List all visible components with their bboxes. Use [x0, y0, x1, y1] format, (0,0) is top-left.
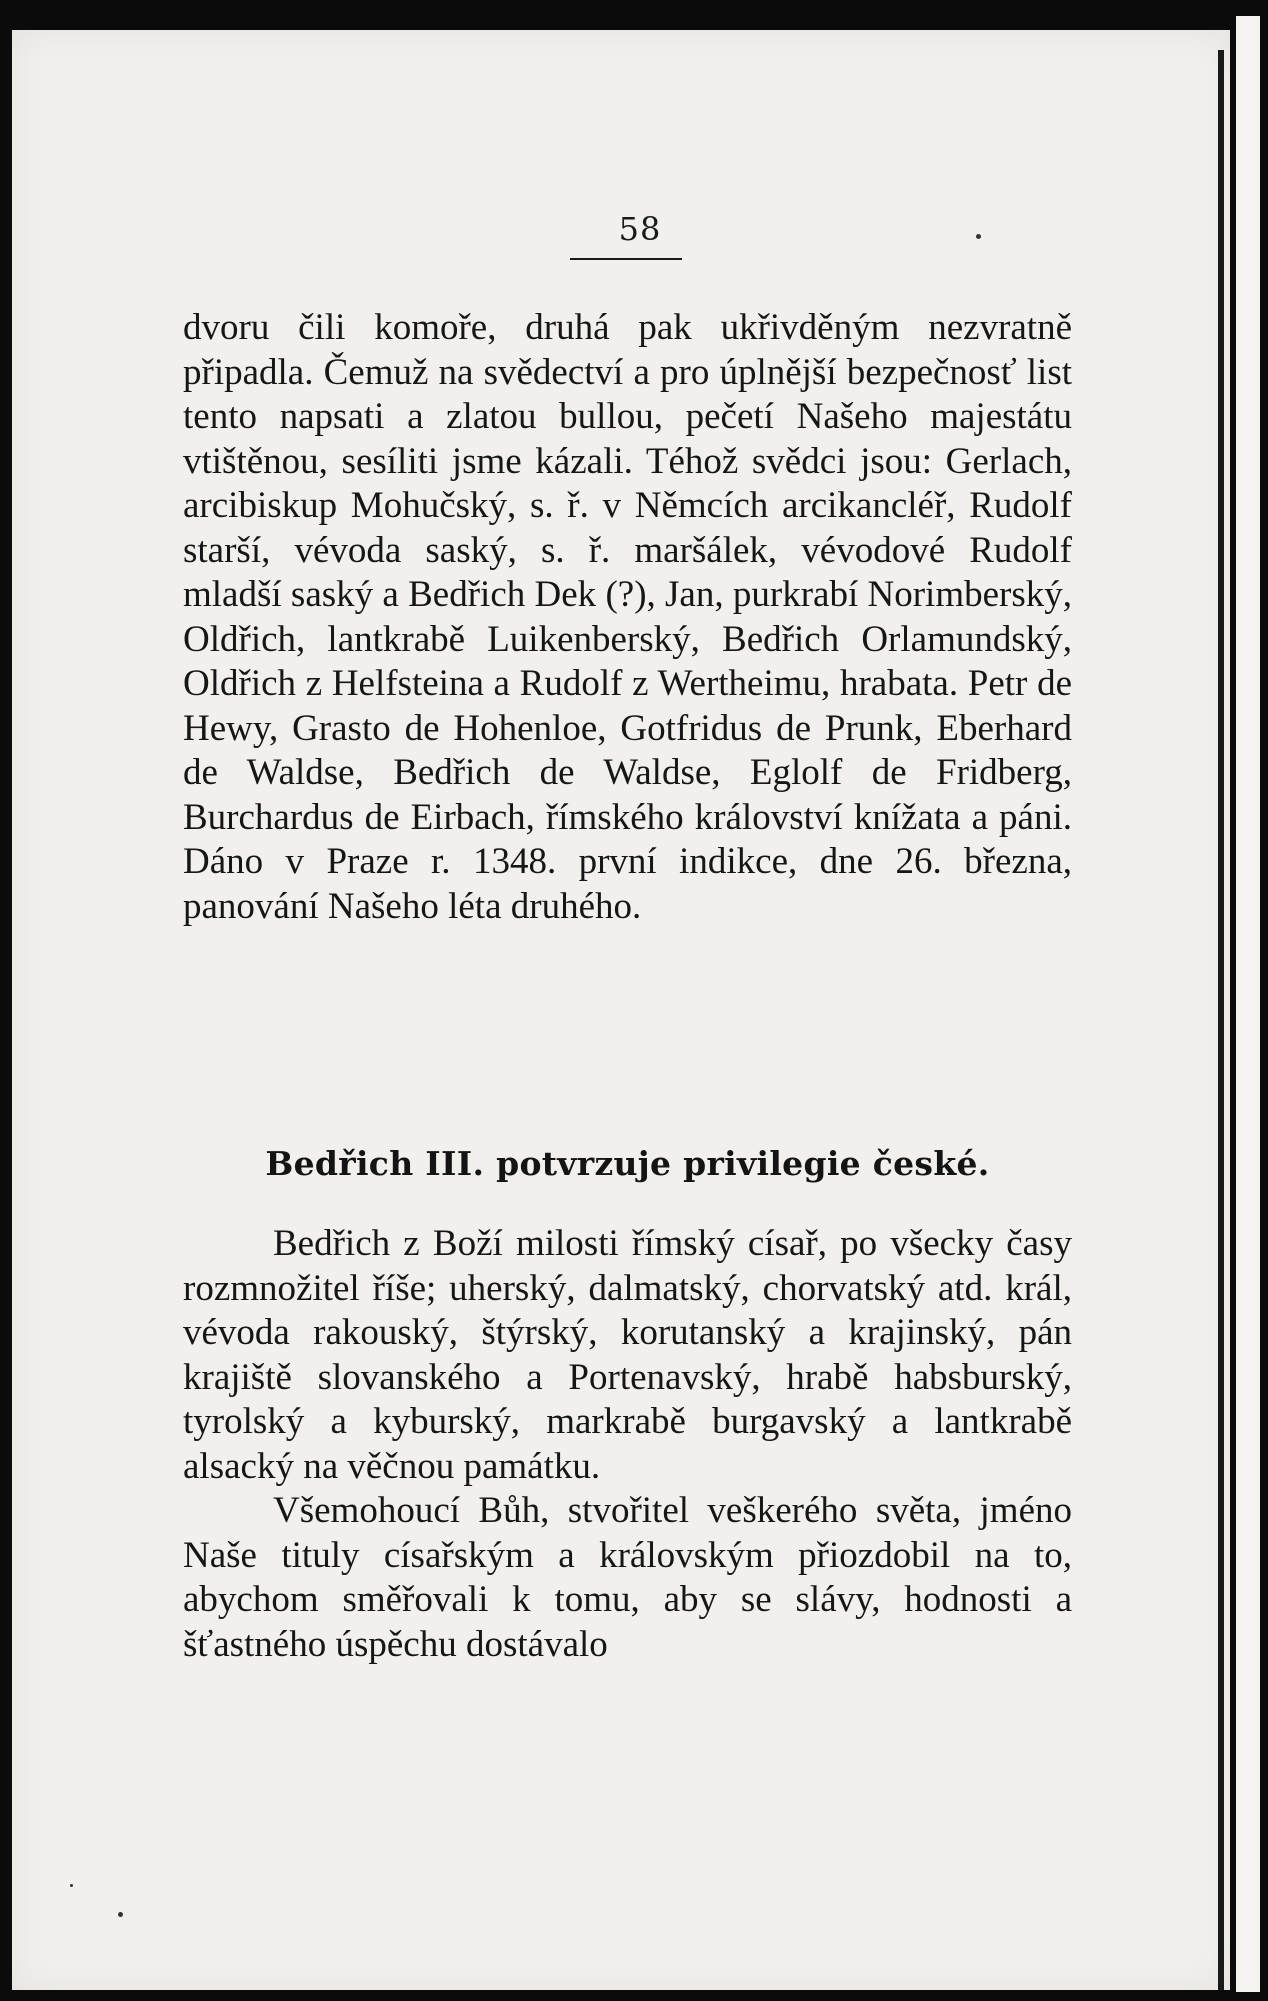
text-block-top [183, 306, 1072, 929]
scan-speck [976, 234, 981, 239]
scan-speck [70, 1884, 73, 1887]
scan-speck [118, 1912, 123, 1917]
next-page-edge [1236, 16, 1260, 1992]
page-edge-shadow [1218, 50, 1224, 1990]
section-heading: Bedřich III. potvrzuje privilegie české. [265, 1144, 990, 1183]
paragraph-intitulation: Bedřich z Boží milosti římský císař, po všecky časy rozmnožitel říše; uherský, dalmatský, chorvatský atd. král, vévoda rakouský, štýrský, korutanský a krajinský, pán krajiště slovanského a Portenavský, hrabě habsburský, tyrolský a kyburský, markrabě burgavský a lantkrabě alsacký na věčnou památku. [183, 1223, 1072, 1487]
page-number: 58 [618, 210, 662, 248]
page-number-rule [570, 258, 682, 260]
paragraph-arenga: Všemohoucí Bůh, stvořitel veškerého světa, jméno Naše tituly císařským a královským přiozdobil na to, abychom směřovali k tomu, aby se slávy, hodnosti a šťastného úspěchu dostávalo [183, 1490, 1072, 1665]
paragraph-continuation: dvoru čili komoře, druhá pak ukřivděným nezvratně připadla. Čemuž na svědectví a pro úplnější bezpečnosť list tento napsati a zlatou bullou, pečetí Našeho majestátu vtištěnou, sesíliti jsme kázali. Téhož svědci jsou: Gerlach, arcibiskup Mohučský, s. ř. v Němcích arcikancléř, Rudolf starší, vévoda saský, s. ř. maršálek, vévodové Rudolf mladší saský a Bedřich Dek (?), Jan, purkrabí Norimberský, Oldřich, lantkrabě Luikenberský, Bedřich Orlamundský, Oldřich z Helfsteina a Rudolf z Wertheimu, hrabata. Petr de Hewy, Grasto de Hohenloe, Gotfridus de Prunk, Eberhard de Waldse, Bedřich de Waldse, Eglolf de Fridberg, Burchardus de Eirbach, římského království knížata a páni. Dáno v Praze r. 1348. první indikce, dne 26. března, panování Našeho léta druhého. [183, 307, 1072, 927]
text-block-bottom [183, 1222, 1072, 1667]
